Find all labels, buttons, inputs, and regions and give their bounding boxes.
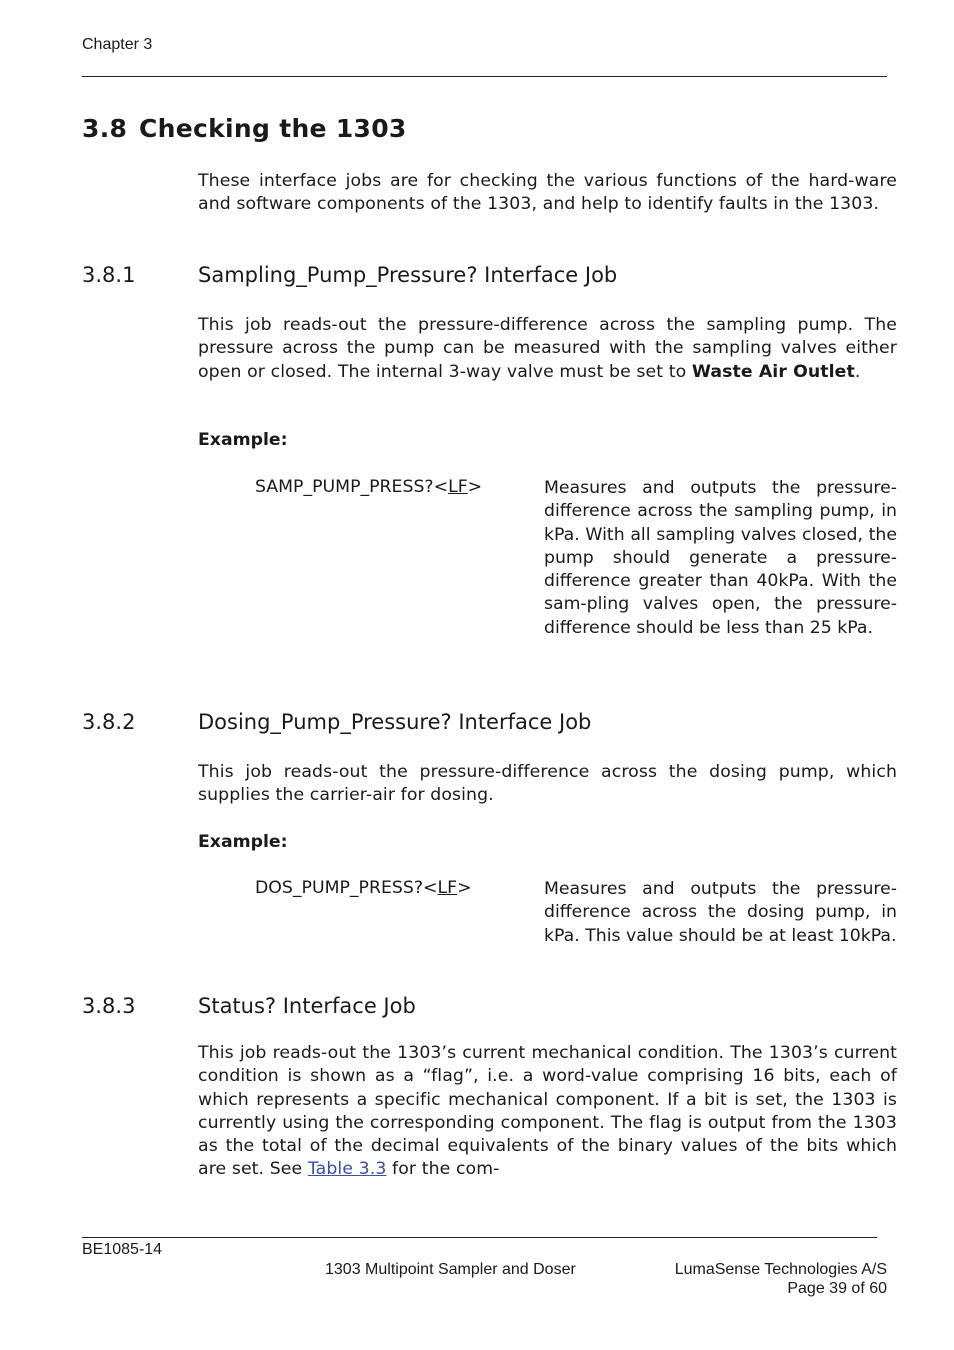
paragraph-text: This job reads-out the 1303’s current mechanical condition. The 1303’s current condition is shown as a “flag”, i.e. a word-value comprising 16 bits, each of which represents a specific mechanical component. If a bit is set, the 1303 is currently using the corresponding component. The flag is output from the 1303 as the total of the decimal equivalents of the binary values of the bits which are set. See bbox=[198, 1043, 897, 1180]
header-rule bbox=[82, 76, 887, 77]
dosing-pump-command bbox=[255, 878, 472, 898]
chapter-header: Chapter 3 bbox=[82, 36, 153, 53]
subsection-number: 3.8.3 bbox=[82, 994, 136, 1018]
document-id: BE1085-14 bbox=[82, 1241, 163, 1258]
paragraph-end: . bbox=[854, 361, 861, 382]
command-text: SAMP_PUMP_PRESS?< bbox=[255, 477, 449, 497]
example-label: Example: bbox=[198, 430, 288, 450]
status-paragraph bbox=[198, 1042, 897, 1182]
product-name: 1303 Multipoint Sampler and Doser bbox=[325, 1261, 576, 1278]
subsection-number: 3.8.1 bbox=[82, 263, 136, 287]
command-text: DOS_PUMP_PRESS?< bbox=[255, 878, 438, 898]
subsection-heading-3-8-2 bbox=[82, 710, 882, 738]
command-end: > bbox=[457, 878, 472, 898]
page-number: Page 39 of 60 bbox=[787, 1280, 887, 1297]
dosing-pump-paragraph: This job reads-out the pressure-difference across the dosing pump, which supplies the carrier-air for dosing. bbox=[198, 762, 897, 806]
intro-paragraph: These interface jobs are for checking the various functions of the hard-ware and software components of the 1303, and help to identify faults in the 1303. bbox=[198, 171, 897, 215]
subsection-number: 3.8.2 bbox=[82, 710, 136, 734]
subsection-title: Dosing_Pump_Pressure? Interface Job bbox=[198, 710, 592, 734]
sampling-pump-command bbox=[255, 477, 482, 497]
section-number: 3.8 bbox=[82, 114, 128, 143]
table-3-3-link[interactable]: Table 3.3 bbox=[307, 1159, 387, 1180]
paragraph-end: for the com- bbox=[386, 1159, 500, 1180]
subsection-title: Sampling_Pump_Pressure? Interface Job bbox=[198, 263, 618, 287]
sampling-pump-paragraph bbox=[198, 314, 897, 384]
paragraph-text: This job reads-out the pressure-difference across the sampling pump. The pressure across the pump can be measured with the sampling valves either open or closed. The internal 3-way valve must be set to bbox=[198, 315, 897, 382]
linefeed-token: LF bbox=[448, 477, 468, 497]
company-name: LumaSense Technologies A/S bbox=[674, 1261, 887, 1278]
subsection-heading-3-8-1 bbox=[82, 263, 882, 291]
subsection-title: Status? Interface Job bbox=[198, 994, 416, 1018]
subsection-heading-3-8-3 bbox=[82, 994, 882, 1022]
waste-air-outlet-term: Waste Air Outlet bbox=[691, 361, 855, 382]
section-title: Checking the 1303 bbox=[139, 114, 407, 143]
dosing-pump-command-description: Measures and outputs the pressure-difference across the dosing pump, in kPa. This value should be at least 10kPa. bbox=[544, 879, 897, 946]
footer-rule bbox=[82, 1237, 877, 1238]
linefeed-token: LF bbox=[437, 878, 458, 898]
command-end: > bbox=[467, 477, 483, 497]
sampling-pump-command-description: Measures and outputs the pressure-difference across the sampling pump, in kPa. With all sampling valves closed, the pump should generate a pressure-difference greater than 40kPa. With the sam-pling valves open, the pressure-difference should be less than 25 kPa. bbox=[544, 478, 897, 638]
example-label: Example: bbox=[198, 832, 288, 852]
section-heading bbox=[82, 114, 407, 143]
